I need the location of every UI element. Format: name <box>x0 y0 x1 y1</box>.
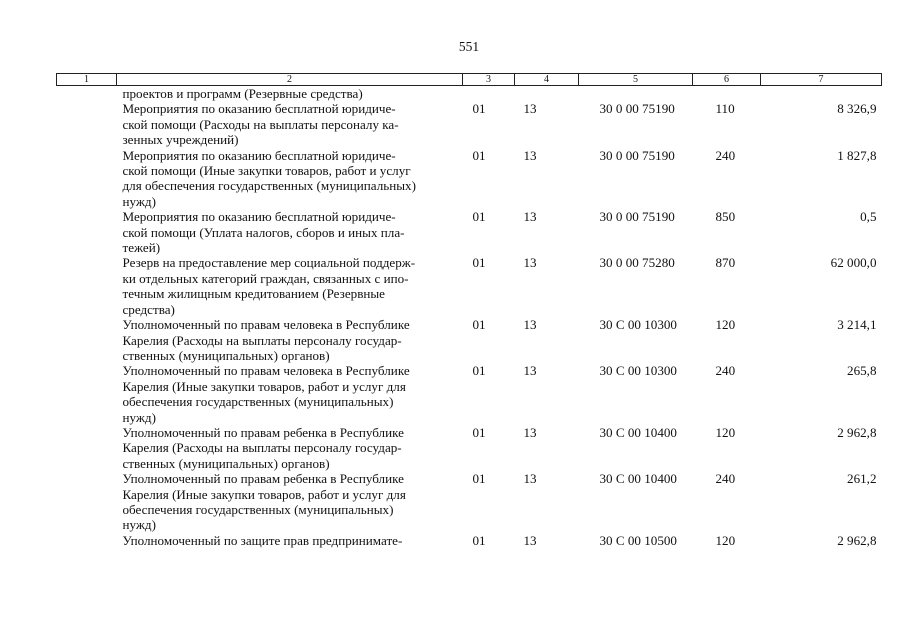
description-line: ственных (муниципальных) органов) <box>122 347 330 363</box>
subsection-code: 13 <box>523 317 537 333</box>
amount-value: 0,5 <box>860 209 877 225</box>
subsection-code: 13 <box>523 209 537 225</box>
description-line: ской помощи (Уплата налогов, сборов и иных пла- <box>122 224 405 240</box>
section-code: 01 <box>472 317 486 333</box>
description-line: Карелия (Расходы на выплаты персоналу государ- <box>122 440 402 456</box>
target-article-code <box>579 86 693 102</box>
description-line: Карелия (Иные закупки товаров, работ и услуг для <box>122 486 406 502</box>
row-number-cell <box>57 471 117 533</box>
budget-table <box>56 73 882 548</box>
expense-type-code: 120 <box>715 317 736 333</box>
amount-value: 2 962,8 <box>837 532 877 548</box>
column-number: 5 <box>579 74 693 86</box>
description-line: тежей) <box>122 240 161 256</box>
expense-type-code: 120 <box>715 532 736 548</box>
description-line: Уполномоченный по защите прав предпринимате- <box>122 532 403 548</box>
table-row <box>57 363 882 425</box>
subsection-code: 13 <box>523 363 537 379</box>
description-line: Мероприятия по оказанию бесплатной юридиче- <box>122 147 396 163</box>
description-cell <box>117 255 463 317</box>
expense-type-code: 850 <box>715 209 736 225</box>
expense-type-code: 240 <box>715 471 736 487</box>
table-row <box>57 425 882 471</box>
description-cell <box>117 209 463 255</box>
amount-value: 1 827,8 <box>837 147 877 163</box>
description-line: Карелия (Иные закупки товаров, работ и услуг для <box>122 378 406 394</box>
description-line: Карелия (Расходы на выплаты персоналу государ- <box>122 332 402 348</box>
table-row <box>57 209 882 255</box>
subsection-code: 13 <box>523 471 537 487</box>
column-number: 4 <box>515 74 579 86</box>
description-cell <box>117 101 463 147</box>
expense-type-code: 870 <box>715 255 736 271</box>
description-line: Мероприятия по оказанию бесплатной юридиче- <box>122 209 396 225</box>
description-cell <box>117 363 463 425</box>
description-line: Уполномоченный по правам ребенка в Республике <box>122 471 404 487</box>
description-cell <box>117 148 463 210</box>
section-code <box>463 86 515 102</box>
expense-type-code: 120 <box>715 424 736 440</box>
description-cell <box>117 471 463 533</box>
row-number-cell <box>57 317 117 363</box>
section-code: 01 <box>472 255 486 271</box>
description-line: Уполномоченный по правам человека в Республике <box>122 363 410 379</box>
column-number-header <box>57 74 882 86</box>
column-number: 7 <box>761 74 882 86</box>
description-cell <box>117 317 463 363</box>
section-code: 01 <box>472 101 486 117</box>
target-article-code: 30 С 00 10500 <box>599 532 677 548</box>
subsection-code: 13 <box>523 147 537 163</box>
row-number-cell <box>57 425 117 471</box>
table-row <box>57 148 882 210</box>
target-article-code: 30 0 00 75280 <box>599 255 675 271</box>
description-cell <box>117 533 463 548</box>
subsection-code: 13 <box>523 255 537 271</box>
amount-value <box>761 86 882 102</box>
table-row <box>57 255 882 317</box>
target-article-code: 30 С 00 10400 <box>599 424 677 440</box>
description-line: зенных учреждений) <box>122 132 239 148</box>
column-number: 6 <box>693 74 761 86</box>
subsection-code: 13 <box>523 532 537 548</box>
description-line: ки отдельных категорий граждан, связанных с ипо- <box>122 270 409 286</box>
description-line: течным жилищным кредитованием (Резервные <box>122 286 385 302</box>
target-article-code: 30 С 00 10300 <box>599 363 677 379</box>
table-row <box>57 471 882 533</box>
row-number-cell <box>57 363 117 425</box>
table-row <box>57 317 882 363</box>
target-article-code: 30 С 00 10300 <box>599 317 677 333</box>
description-line: Резерв на предоставление мер социальной поддерж- <box>122 255 416 271</box>
table-row <box>57 533 882 548</box>
description-line: нужд) <box>122 517 156 533</box>
description-cell <box>117 425 463 471</box>
description-line: Уполномоченный по правам ребенка в Республике <box>122 424 404 440</box>
row-number-cell <box>57 101 117 147</box>
row-number-cell <box>57 209 117 255</box>
section-code: 01 <box>472 209 486 225</box>
amount-value: 8 326,9 <box>837 101 877 117</box>
description-line: ской помощи (Иные закупки товаров, работ и услуг <box>122 163 411 179</box>
description-line: обеспечения государственных (муниципальных) <box>122 501 394 517</box>
target-article-code: 30 0 00 75190 <box>599 209 675 225</box>
expense-type-code: 240 <box>715 363 736 379</box>
expense-type-code: 240 <box>715 147 736 163</box>
row-number-cell <box>57 86 117 102</box>
amount-value: 265,8 <box>847 363 877 379</box>
subsection-code: 13 <box>523 101 537 117</box>
description-line: Уполномоченный по правам человека в Республике <box>122 317 410 333</box>
subsection-code <box>515 86 579 102</box>
amount-value: 261,2 <box>847 471 877 487</box>
expense-type-code <box>693 86 761 102</box>
column-number: 2 <box>117 74 463 86</box>
amount-value: 2 962,8 <box>837 424 877 440</box>
description-line: нужд) <box>122 409 156 425</box>
page-number: 551 <box>458 39 480 54</box>
section-code: 01 <box>472 471 486 487</box>
table-row <box>57 101 882 147</box>
description-line: средства) <box>122 301 175 317</box>
amount-value: 62 000,0 <box>830 255 877 271</box>
description-cell <box>117 86 463 102</box>
description-line: нужд) <box>122 193 156 209</box>
target-article-code: 30 С 00 10400 <box>599 471 677 487</box>
description-line: Мероприятия по оказанию бесплатной юридиче- <box>122 101 396 117</box>
row-number-cell <box>57 533 117 548</box>
target-article-code: 30 0 00 75190 <box>599 101 675 117</box>
target-article-code: 30 0 00 75190 <box>599 147 675 163</box>
description-line: проектов и программ (Резервные средства) <box>122 86 363 101</box>
description-line: ской помощи (Расходы на выплаты персоналу ка- <box>122 116 399 132</box>
section-code: 01 <box>472 424 486 440</box>
column-number: 3 <box>463 74 515 86</box>
column-number: 1 <box>57 74 117 86</box>
table-body <box>57 86 882 549</box>
description-line: ственных (муниципальных) органов) <box>122 455 330 471</box>
section-code: 01 <box>472 363 486 379</box>
description-line: для обеспечения государственных (муниципальных) <box>122 178 416 194</box>
row-number-cell <box>57 148 117 210</box>
description-line: обеспечения государственных (муниципальных) <box>122 394 394 410</box>
amount-value: 3 214,1 <box>837 317 877 333</box>
row-number-cell <box>57 255 117 317</box>
section-code: 01 <box>472 532 486 548</box>
table-row <box>57 86 882 102</box>
section-code: 01 <box>472 147 486 163</box>
expense-type-code: 110 <box>715 101 735 117</box>
subsection-code: 13 <box>523 424 537 440</box>
